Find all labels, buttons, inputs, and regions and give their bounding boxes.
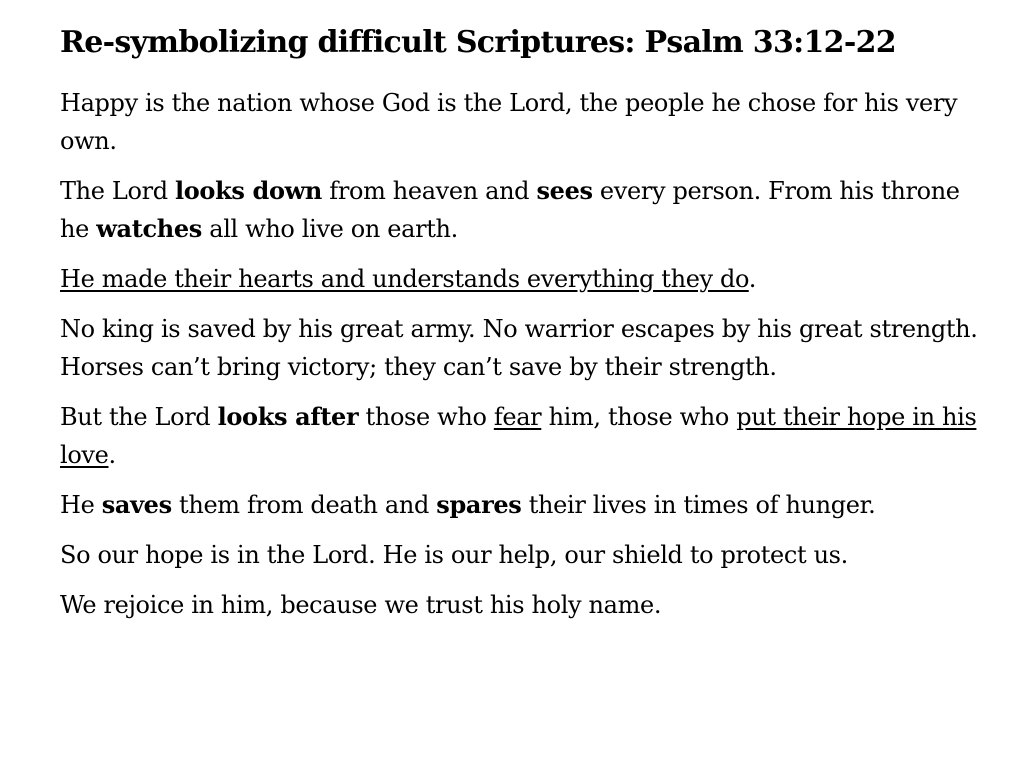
text-run: The Lord: [60, 177, 175, 205]
text-run: .: [748, 265, 757, 293]
text-run: We rejoice in him, because we trust his holy name.: [60, 591, 662, 619]
text-run: Happy is the nation whose God is the Lord, the people he chose for his very own.: [60, 89, 958, 155]
bold-run: saves: [101, 490, 172, 519]
text-run: them from death and: [171, 491, 437, 519]
text-run: him, those who: [541, 403, 737, 431]
underlined-run: fear: [493, 403, 542, 431]
slide-body: [60, 84, 980, 734]
underlined-run: put their hope in his love: [60, 403, 977, 469]
bold-run: spares: [436, 490, 522, 519]
text-run: He: [60, 491, 102, 519]
paragraph-8: [60, 586, 980, 624]
text-run: No king is saved by his great army. No warrior escapes by his great strength. Horses can’t bring victory; they can’t save by their strength.: [60, 315, 978, 381]
underlined-run: He made their hearts and understands everything they do: [60, 265, 749, 293]
paragraph-2: [60, 172, 980, 248]
paragraph-1: [60, 84, 980, 160]
paragraph-3: [60, 260, 980, 298]
text-run: all who live on earth.: [201, 215, 458, 243]
bold-run: looks down: [175, 176, 323, 205]
text-run: So our hope is in the Lord. He is our help, our shield to protect us.: [60, 541, 848, 569]
bold-run: sees: [536, 176, 593, 205]
text-run: But the Lord: [60, 403, 218, 431]
paragraph-7: [60, 536, 980, 574]
bold-run: watches: [96, 214, 202, 243]
paragraph-5: [60, 398, 980, 474]
text-run: .: [108, 441, 116, 469]
text-run: those who: [358, 403, 494, 431]
text-run: their lives in times of hunger.: [521, 491, 876, 519]
text-run: every person. From his throne he: [60, 177, 960, 243]
paragraph-6: [60, 486, 980, 524]
bold-run: looks after: [217, 402, 359, 431]
paragraph-4: [60, 310, 980, 386]
slide-title: Re-symbolizing difficult Scriptures: Psalm 33:12-22: [60, 25, 896, 60]
text-run: from heaven and: [322, 177, 537, 205]
